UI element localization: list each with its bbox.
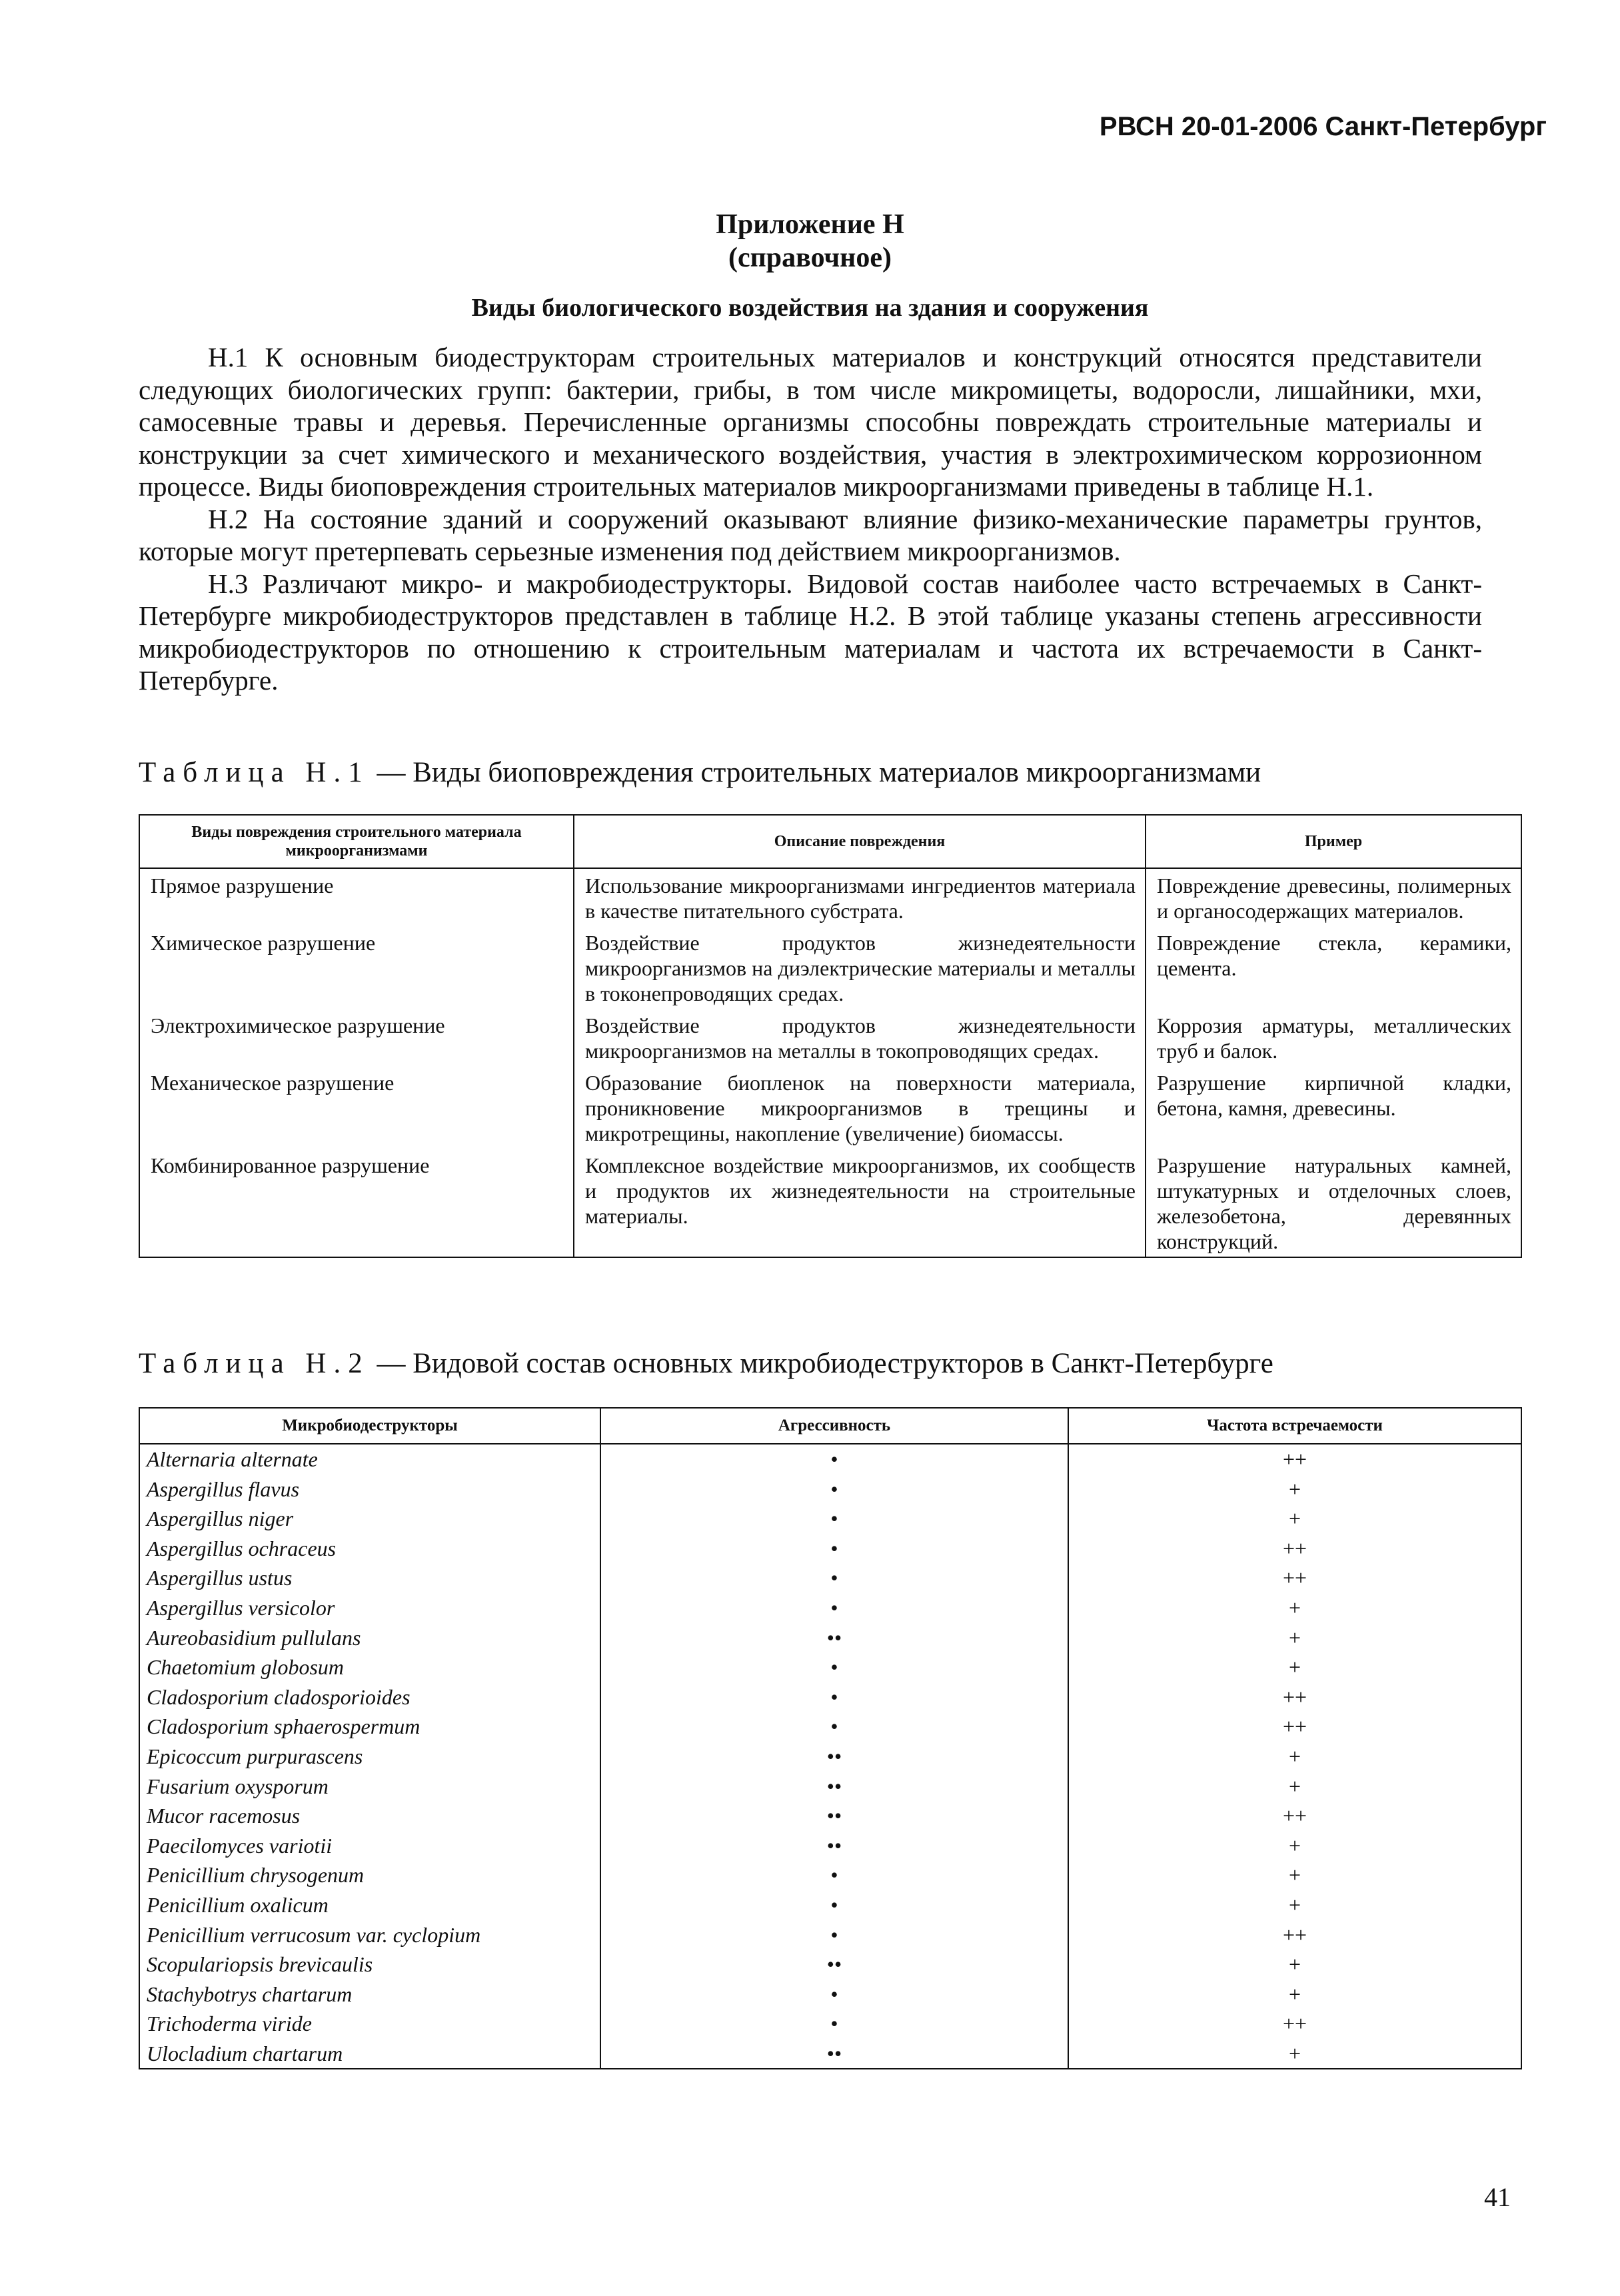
table-cell: •• xyxy=(600,1772,1068,1802)
table2-caption-label: Таблица Н.2 xyxy=(139,1348,370,1379)
table-row xyxy=(139,1066,1521,1149)
table-cell: • xyxy=(600,1890,1068,1920)
table-cell: + xyxy=(1068,1831,1521,1861)
table-row xyxy=(139,926,1521,1009)
table-row xyxy=(139,1652,1521,1682)
table-cell: Cladosporium cladosporioides xyxy=(139,1682,600,1712)
table-row xyxy=(139,1920,1521,1950)
table-row xyxy=(139,1801,1521,1831)
table-cell: Alternaria alternate xyxy=(139,1444,600,1474)
table-cell: • xyxy=(600,1444,1068,1474)
table-cell: Химическое разрушение xyxy=(139,926,574,1009)
table-cell: • xyxy=(600,1474,1068,1504)
table-row xyxy=(139,2039,1521,2069)
table-cell: Penicillium chrysogenum xyxy=(139,1860,600,1890)
table-cell: Aureobasidium pullulans xyxy=(139,1623,600,1653)
paragraph-h2: Н.2 На состояние зданий и сооружений оказывают влияние физико-механические параметры грунтов, которые могут претерпевать серьезные изменения под действием микроорганизмов. xyxy=(139,503,1482,566)
table-cell: Cladosporium sphaerospermum xyxy=(139,1712,600,1742)
table-row xyxy=(139,1890,1521,1920)
table-row xyxy=(139,1831,1521,1861)
table-row xyxy=(139,1474,1521,1504)
table-cell: + xyxy=(1068,1504,1521,1534)
table-cell: •• xyxy=(600,1623,1068,1653)
microbiodestructors-table xyxy=(139,1407,1522,2069)
table-cell: • xyxy=(600,2009,1068,2039)
table-cell: Mucor racemosus xyxy=(139,1801,600,1831)
table-cell: Aspergillus ochraceus xyxy=(139,1534,600,1564)
table-cell: Воздействие продуктов жизнедеятельности микроорганизмов на металлы в токопроводящих средах. xyxy=(574,1009,1146,1066)
table-cell: •• xyxy=(600,1950,1068,1980)
table-cell: • xyxy=(600,1980,1068,2009)
table-cell: + xyxy=(1068,1623,1521,1653)
table-row xyxy=(139,1563,1521,1593)
table-cell: Paecilomyces variotii xyxy=(139,1831,600,1861)
table-row xyxy=(139,1534,1521,1564)
table-row xyxy=(139,1682,1521,1712)
table-cell: Penicillium verrucosum var. cyclopium xyxy=(139,1920,600,1950)
table-cell: Разрушение кирпичной кладки, бетона, камня, древесины. xyxy=(1146,1066,1521,1149)
table-cell: Trichoderma viride xyxy=(139,2009,600,2039)
table-cell: Aspergillus flavus xyxy=(139,1474,600,1504)
table-cell: Разрушение натуральных камней, штукатурных и отделочных слоев, железобетона, деревянных конструкций. xyxy=(1146,1149,1521,1257)
table-cell: Fusarium oxysporum xyxy=(139,1772,600,1802)
table-cell: + xyxy=(1068,1742,1521,1772)
table-cell: ++ xyxy=(1068,1534,1521,1564)
table-cell: Образование биопленок на поверхности материала, проникновение микроорганизмов в трещины и микротрещины, накопление (увеличение) биомассы. xyxy=(574,1066,1146,1149)
table-cell: • xyxy=(600,1920,1068,1950)
table-cell: • xyxy=(600,1534,1068,1564)
table-row xyxy=(139,1980,1521,2009)
table-cell: • xyxy=(600,1712,1068,1742)
table-cell: + xyxy=(1068,2039,1521,2069)
table-row xyxy=(139,1712,1521,1742)
table-cell: Воздействие продуктов жизнедеятельности микроорганизмов на диэлектрические материалы и металлы в токонепроводящих средах. xyxy=(574,926,1146,1009)
table-cell: • xyxy=(600,1652,1068,1682)
table1-caption-text: — Виды биоповреждения строительных материалов микроорганизмами xyxy=(369,757,1261,788)
table-cell: Механическое разрушение xyxy=(139,1066,574,1149)
table-cell: Aspergillus ustus xyxy=(139,1563,600,1593)
table-cell: Stachybotrys chartarum xyxy=(139,1980,600,2009)
table-cell: ++ xyxy=(1068,1563,1521,1593)
table-cell: Epicoccum purpurascens xyxy=(139,1742,600,1772)
paragraph-h1: Н.1 К основным биодеструкторам строительных материалов и конструкций относятся представители следующих биологических групп: бактерии, грибы, в том числе микромицеты, водоросли, лишайники, мхи, самосевные травы и деревья. Перечисленные организмы способны повреждать строительные материалы и конструкции за счет химического и механического воздействия, участия в электрохимическом коррозионном процессе. Виды биоповреждения строительных материалов микроорганизмами приведены в таблице Н.1. xyxy=(139,342,1482,502)
table-row xyxy=(139,1772,1521,1802)
table-cell: ++ xyxy=(1068,1801,1521,1831)
table-cell: Комплексное воздействие микроорганизмов, их сообществ и продуктов их жизнедеятельности на строительные материалы. xyxy=(574,1149,1146,1257)
table-cell: + xyxy=(1068,1980,1521,2009)
table-row xyxy=(139,1504,1521,1534)
table-cell: + xyxy=(1068,1860,1521,1890)
table-cell: + xyxy=(1068,1950,1521,1980)
table-row xyxy=(139,1623,1521,1653)
table-cell: ++ xyxy=(1068,1682,1521,1712)
table-cell: Коррозия арматуры, металлических труб и балок. xyxy=(1146,1009,1521,1066)
table-cell: Aspergillus versicolor xyxy=(139,1593,600,1623)
table-cell: Chaetomium globosum xyxy=(139,1652,600,1682)
table-header-cell: Агрессивность xyxy=(600,1408,1068,1444)
table-cell: Ulocladium chartarum xyxy=(139,2039,600,2069)
table-header-row xyxy=(139,1408,1521,1444)
table-cell: • xyxy=(600,1504,1068,1534)
table-row xyxy=(139,1009,1521,1066)
appendix-subtitle: (справочное) xyxy=(728,243,892,273)
table-cell: •• xyxy=(600,1801,1068,1831)
table1-caption xyxy=(139,756,1482,789)
table-row xyxy=(139,1860,1521,1890)
table-cell: Scopulariopsis brevicaulis xyxy=(139,1950,600,1980)
table-row xyxy=(139,868,1521,926)
table2-caption-text: — Видовой состав основных микробиодеструкторов в Санкт-Петербурге xyxy=(369,1348,1273,1379)
table-cell: • xyxy=(600,1593,1068,1623)
table-cell: •• xyxy=(600,1742,1068,1772)
table-cell: • xyxy=(600,1563,1068,1593)
table-cell: Использование микроорганизмами ингредиентов материала в качестве питательного субстрата. xyxy=(574,868,1146,926)
section-title: Виды биологического воздействия на здания и сооружения xyxy=(471,294,1149,322)
damage-types-table xyxy=(139,814,1522,1258)
table-cell: + xyxy=(1068,1772,1521,1802)
table-cell: Повреждение стекла, керамики, цемента. xyxy=(1146,926,1521,1009)
table-cell: ++ xyxy=(1068,2009,1521,2039)
table1-caption-label: Таблица Н.1 xyxy=(139,757,370,788)
table-cell: + xyxy=(1068,1652,1521,1682)
table-cell: • xyxy=(600,1682,1068,1712)
table-cell: + xyxy=(1068,1474,1521,1504)
body-text xyxy=(139,341,1482,697)
table-row xyxy=(139,1444,1521,1474)
table-cell: Penicillium oxalicum xyxy=(139,1890,600,1920)
table2-caption xyxy=(139,1347,1482,1380)
table-cell: ++ xyxy=(1068,1920,1521,1950)
table-row xyxy=(139,1593,1521,1623)
table-header-cell: Описание повреждения xyxy=(574,815,1146,868)
table-cell: • xyxy=(600,1860,1068,1890)
table-row xyxy=(139,1742,1521,1772)
table-header-cell: Частота встречаемости xyxy=(1068,1408,1521,1444)
table-row xyxy=(139,1149,1521,1257)
table-header-cell: Виды повреждения строительного материала микроорганизмами xyxy=(139,815,574,868)
table-header-cell: Микробиодеструкторы xyxy=(139,1408,600,1444)
table-header-row xyxy=(139,815,1521,868)
table-cell: ++ xyxy=(1068,1444,1521,1474)
table-row xyxy=(139,2009,1521,2039)
table-cell: + xyxy=(1068,1593,1521,1623)
running-header: РВСН 20-01-2006 Санкт-Петербург xyxy=(1099,112,1547,141)
table-cell: Повреждение древесины, полимерных и органосодержащих материалов. xyxy=(1146,868,1521,926)
table-cell: Комбинированное разрушение xyxy=(139,1149,574,1257)
table-header-cell: Пример xyxy=(1146,815,1521,868)
appendix-title: Приложение Н xyxy=(716,209,904,240)
table-cell: •• xyxy=(600,2039,1068,2069)
table-cell: ++ xyxy=(1068,1712,1521,1742)
table-cell: Электрохимическое разрушение xyxy=(139,1009,574,1066)
page-number: 41 xyxy=(1484,2182,1511,2212)
appendix-heading xyxy=(0,208,1620,275)
paragraph-h3: Н.3 Различают микро- и макробиодеструкторы. Видовой состав наиболее часто встречаемых в Санкт-Петербурге микробиодеструкторов представлен в таблице Н.2. В этой таблице указаны степень агрессивности микробиодеструкторов по отношению к строительным материалам и частота их встречаемости в Санкт-Петербурге. xyxy=(139,568,1482,696)
table-cell: •• xyxy=(600,1831,1068,1861)
table-cell: Прямое разрушение xyxy=(139,868,574,926)
table-cell: Aspergillus niger xyxy=(139,1504,600,1534)
table-cell: + xyxy=(1068,1890,1521,1920)
table-row xyxy=(139,1950,1521,1980)
